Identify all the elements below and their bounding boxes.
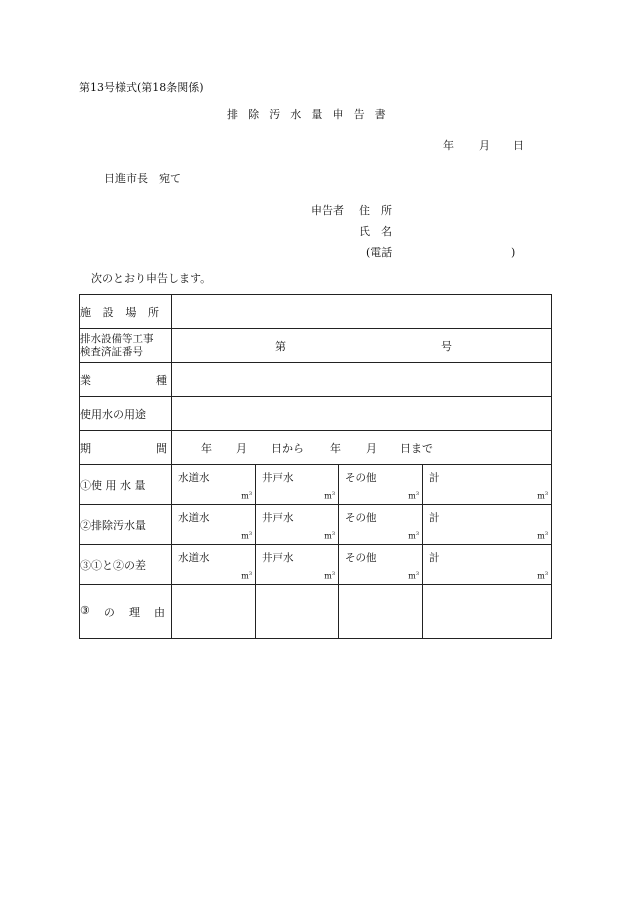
phone-close: )	[511, 246, 516, 259]
addressee: 日進市長 宛て	[104, 172, 181, 185]
difference-label: ③①と②の差	[80, 545, 172, 585]
water-use-field[interactable]	[172, 397, 552, 431]
reason-cell-2[interactable]	[256, 585, 339, 639]
reason-cell-3[interactable]	[339, 585, 423, 639]
inspection-go: 号	[441, 340, 452, 353]
difference-well-cell[interactable]: 井戸水 $m^3$	[256, 545, 339, 585]
difference-total-cell[interactable]: 計 $m^3$	[423, 545, 552, 585]
reason-cell-4[interactable]	[423, 585, 552, 639]
date-day-label: 日	[513, 139, 524, 152]
row-facility-location	[80, 295, 552, 329]
row-discharge-volume	[80, 505, 552, 545]
row-reason	[80, 585, 552, 639]
difference-other-cell[interactable]: その他 $m^3$	[339, 545, 423, 585]
usage-other-cell[interactable]: その他 $m^3$	[339, 465, 423, 505]
facility-location-field[interactable]	[172, 295, 552, 329]
period-from: 日から	[271, 442, 304, 455]
form-number: 第13号様式(第18条関係)	[79, 81, 204, 94]
reason-label: ③ の 理 由	[80, 585, 172, 639]
usage-total-cell[interactable]: 計 $m^3$	[423, 465, 552, 505]
address-label: 住 所	[359, 204, 392, 217]
discharge-other-cell[interactable]: その他 $m^3$	[339, 505, 423, 545]
period-month-1: 月	[236, 442, 247, 455]
row-difference	[80, 545, 552, 585]
discharge-total-cell[interactable]: 計 $m^3$	[423, 505, 552, 545]
discharge-tap-cell[interactable]: 水道水 $m^3$	[172, 505, 256, 545]
date-year-label: 年	[443, 139, 454, 152]
row-business-type	[80, 363, 552, 397]
row-inspection-number	[80, 329, 552, 363]
inspection-number-label: 排水設備等工事 検査済証番号	[80, 329, 172, 363]
discharge-well-cell[interactable]: 井戸水 $m^3$	[256, 505, 339, 545]
phone-label: (電話	[366, 246, 393, 259]
period-month-2: 月	[366, 442, 377, 455]
period-label: 期 間	[80, 431, 172, 465]
name-label: 氏 名	[359, 225, 392, 238]
usage-tap-cell[interactable]: 水道水 $m^3$	[172, 465, 256, 505]
declaration-table	[79, 294, 552, 639]
period-year-2: 年	[330, 442, 341, 455]
business-type-field[interactable]	[172, 363, 552, 397]
row-usage-volume	[80, 465, 552, 505]
usage-volume-label: ①使 用 水 量	[80, 465, 172, 505]
difference-tap-cell[interactable]: 水道水 $m^3$	[172, 545, 256, 585]
discharge-volume-label: ②排除汚水量	[80, 505, 172, 545]
document-title: 排 除 汚 水 量 申 告 書	[227, 108, 389, 121]
water-use-label: 使用水の用途	[80, 397, 172, 431]
business-type-label: 業 種	[80, 363, 172, 397]
reason-cell-1[interactable]	[172, 585, 256, 639]
inspection-number-field[interactable]	[172, 329, 552, 363]
row-water-use	[80, 397, 552, 431]
row-period	[80, 431, 552, 465]
period-year-1: 年	[201, 442, 212, 455]
usage-well-cell[interactable]: 井戸水 $m^3$	[256, 465, 339, 505]
inspection-dai: 第	[275, 340, 286, 353]
date-month-label: 月	[479, 139, 490, 152]
intro-text: 次のとおり申告します。	[91, 272, 212, 285]
facility-location-label: 施 設 場 所	[80, 295, 172, 329]
period-until: 日まで	[400, 442, 433, 455]
applicant-label: 申告者	[311, 204, 344, 217]
period-field[interactable]	[172, 431, 552, 465]
